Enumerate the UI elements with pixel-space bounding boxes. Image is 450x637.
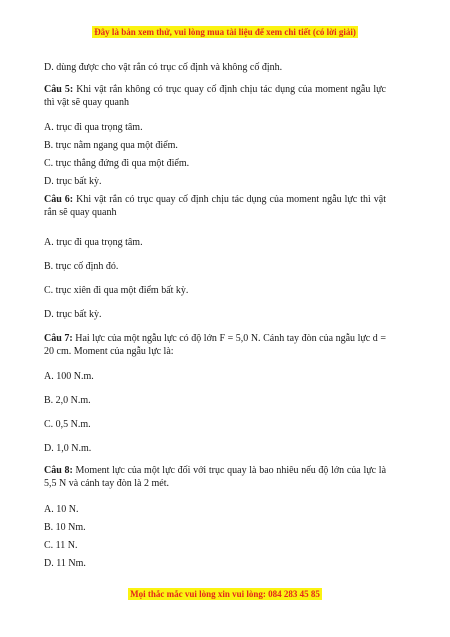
question-5-number: Câu 5:: [44, 84, 74, 95]
question-5: [44, 83, 386, 109]
contact-banner: [0, 589, 450, 599]
question-8: [44, 464, 386, 490]
question-6-option-c: C. trục xiên đi qua một điểm bất kỳ.: [44, 285, 189, 296]
question-8-text: Moment lực của một lực đối với trục quay là bao nhiêu nếu độ lớn của lực là 5,5 N và cánh tay đòn là 2 mét.: [44, 465, 387, 489]
question-5-option-c: C. trục thẳng đứng đi qua một điểm.: [44, 158, 190, 169]
question-8-number: Câu 8:: [44, 465, 73, 476]
question-6-option-b: B. trục cố định đó.: [44, 261, 119, 272]
question-5-option-a: A. trục đi qua trọng tâm.: [44, 122, 143, 133]
preview-notice-text: Đây là bản xem thử, vui lòng mua tài liệu để xem chi tiết (có lời giải): [94, 27, 356, 37]
question-5-option-d: D. trục bất kỳ.: [44, 176, 102, 187]
question-6-text: Khi vật rắn có trục quay cố định chịu tác dụng của moment ngẫu lực thì vật rắn sẽ quay quanh: [44, 194, 386, 218]
question-8-option-d: D. 11 Nm.: [44, 558, 86, 569]
question-8-option-b: B. 10 Nm.: [44, 522, 86, 533]
question-7-option-d: D. 1,0 N.m.: [44, 443, 92, 454]
previous-question-option-d: D. dùng được cho vật rắn có trục cố định và không cố định.: [44, 62, 283, 73]
question-6: [44, 193, 386, 219]
question-5-text: Khi vật rắn không có trục quay cố định chịu tác dụng của moment ngẫu lực thì vật sẽ quay quanh: [44, 84, 386, 108]
question-5-option-b: B. trục nằm ngang qua một điểm.: [44, 140, 178, 151]
question-7-text: Hai lực của một ngẫu lực có độ lớn F = 5,0 N. Cánh tay đòn của ngẫu lực d = 20 cm. Moment của ngẫu lực là:: [44, 333, 387, 357]
question-7-number: Câu 7:: [44, 333, 73, 344]
question-8-option-c: C. 11 N.: [44, 540, 78, 551]
question-6-option-a: A. trục đi qua trọng tâm.: [44, 237, 143, 248]
question-7-option-b: B. 2,0 N.m.: [44, 395, 91, 406]
question-6-number: Câu 6:: [44, 194, 74, 205]
contact-text: Mọi thắc mắc vui lòng xin vui lòng: 084 283 45 85: [130, 589, 320, 599]
question-8-option-a: A. 10 N.: [44, 504, 79, 515]
question-7-option-a: A. 100 N.m.: [44, 371, 94, 382]
question-7-option-c: C. 0,5 N.m.: [44, 419, 91, 430]
question-7: [44, 332, 386, 358]
preview-notice-banner: [0, 27, 450, 37]
question-6-option-d: D. trục bất kỳ.: [44, 309, 102, 320]
